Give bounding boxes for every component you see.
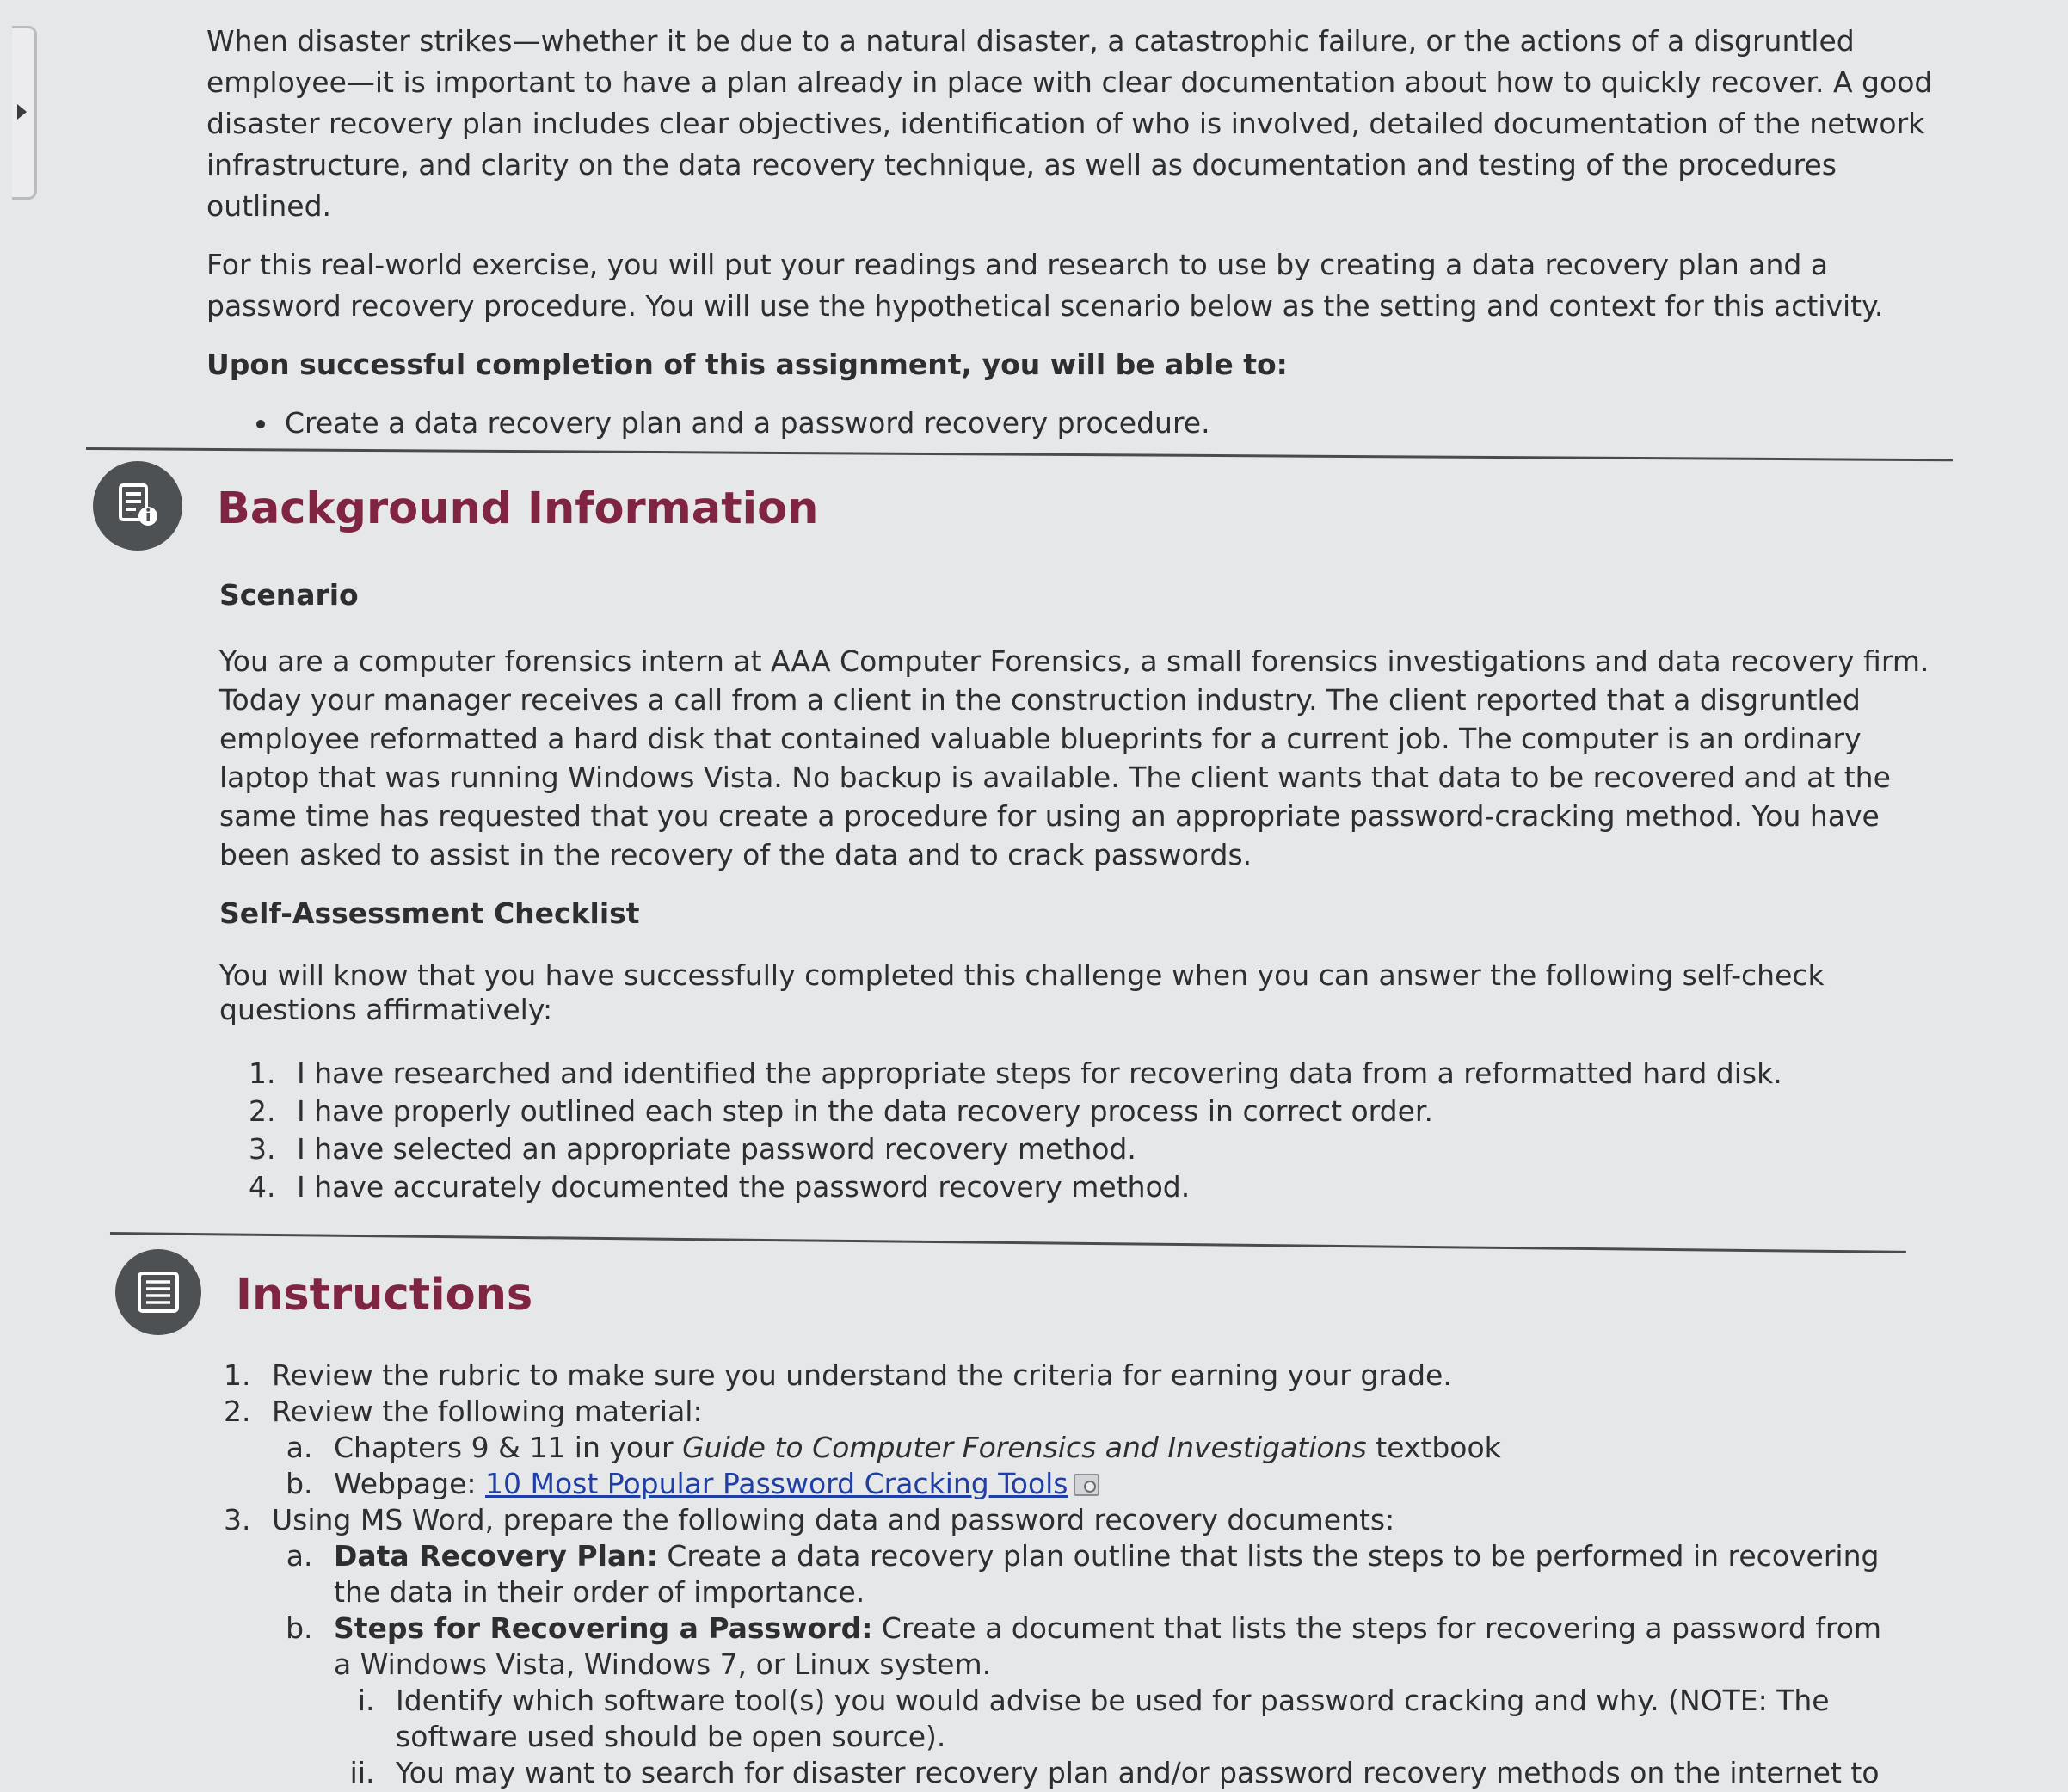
document-item bbox=[322, 1610, 1893, 1791]
intro-paragraph-2: For this real-world exercise, you will put your readings and research to use by creating a data recovery plan and a password recovery procedure. You will use the hypothetical scenario below as the setting and context for this activity. bbox=[206, 248, 1884, 323]
instructions-list bbox=[189, 1358, 1893, 1791]
material-item bbox=[322, 1466, 1893, 1502]
document-text: Create a document that lists the steps for recovering a password from a Windows Vista, Windows 7, or Linux system. bbox=[334, 1611, 1882, 1681]
instruction-step-text: Review the rubric to make sure you understand the criteria for earning your grade. bbox=[272, 1358, 1452, 1392]
background-heading: Background Information bbox=[217, 483, 819, 534]
document-text: Create a data recovery plan outline that lists the steps to be performed in recovering the data in their order of importance. bbox=[334, 1539, 1880, 1609]
material-text: Webpage: bbox=[334, 1467, 485, 1500]
scenario-label: Scenario bbox=[219, 578, 359, 612]
password-step: i. Identify which software tool(s) you would advise be used for password cracking and why. (NOTE: The software used should be open source). bbox=[384, 1683, 1893, 1755]
material-list bbox=[272, 1430, 1893, 1502]
material-item bbox=[322, 1430, 1893, 1466]
instruction-step bbox=[260, 1358, 1893, 1394]
side-panel-toggle[interactable] bbox=[12, 26, 37, 200]
password-steps-list bbox=[334, 1683, 1893, 1791]
external-link-icon[interactable] bbox=[1074, 1474, 1099, 1496]
instructions-heading: Instructions bbox=[236, 1270, 533, 1321]
material-text: textbook bbox=[1366, 1431, 1501, 1464]
documents-list bbox=[272, 1538, 1893, 1791]
instruction-step bbox=[260, 1394, 1893, 1502]
password-step: ii. You may want to search for disaster recovery plan and/or password recovery methods on the internet to bbox=[384, 1755, 1893, 1791]
intro-section bbox=[206, 21, 1961, 444]
instructions-section bbox=[189, 1358, 1893, 1791]
instruction-step bbox=[260, 1502, 1893, 1791]
expand-arrow-icon bbox=[17, 104, 27, 120]
instruction-step-text: Review the following material: bbox=[272, 1395, 703, 1428]
document-label: Data Recovery Plan: bbox=[334, 1539, 658, 1573]
checklist-intro: You will know that you have successfully completed this challenge when you can answer the following self-check questions affirmatively: bbox=[219, 958, 1825, 1026]
section-divider bbox=[110, 1232, 1906, 1253]
checklist-list bbox=[219, 1055, 1940, 1206]
password-tools-link[interactable]: 10 Most Popular Password Cracking Tools bbox=[484, 1467, 1068, 1500]
material-text: Chapters 9 & 11 in your bbox=[334, 1431, 683, 1464]
textbook-title: Guide to Computer Forensics and Investigations bbox=[682, 1431, 1367, 1464]
outcomes-heading: Upon successful completion of this assignment, you will be able to: bbox=[206, 348, 1288, 381]
checklist-item: 1. I have researched and identified the appropriate steps for recovering data from a reformatted hard disk. bbox=[285, 1055, 1940, 1093]
outcomes-list bbox=[206, 403, 1961, 444]
scenario-text: You are a computer forensics intern at AAA Computer Forensics, a small forensics investigations and data recovery firm. Today your manager receives a call from a client in the construction industry. The client reported that a disgruntled employee reformatted a hard disk that contained valuable blueprints for a current job. The computer is an ordinary laptop that was running Windows Vista. No backup is available. The client wants that data to be recovered and at the same time has requested that you create a procedure for using an appropriate password-cracking method. You have been asked to assist in the recovery of the data and to crack passwords. bbox=[219, 644, 1930, 871]
outcome-item: • Create a data recovery plan and a password recovery procedure. bbox=[280, 403, 1961, 444]
document-item bbox=[322, 1538, 1893, 1610]
section-divider bbox=[86, 447, 1953, 461]
checklist-item: 4. I have accurately documented the password recovery method. bbox=[285, 1168, 1940, 1206]
background-section bbox=[219, 575, 1940, 1206]
intro-paragraph-1: When disaster strikes—whether it be due to a natural disaster, a catastrophic failure, or the actions of a disgruntled employee—it is important to have a plan already in place with clear documentation about how to quickly recover. A good disaster recovery plan includes clear objectives, identification of who is involved, detailed documentation of the network infrastructure, and clarity on the data recovery technique, as well as documentation and testing of the procedures outlined. bbox=[206, 24, 1933, 223]
document-label: Steps for Recovering a Password: bbox=[334, 1611, 873, 1645]
checklist-label: Self-Assessment Checklist bbox=[219, 896, 640, 930]
checklist-item: 2. I have properly outlined each step in the data recovery process in correct order. bbox=[285, 1093, 1940, 1130]
document-info-icon bbox=[93, 461, 182, 551]
list-document-icon bbox=[115, 1249, 201, 1335]
checklist-item: 3. I have selected an appropriate password recovery method. bbox=[285, 1130, 1940, 1168]
instruction-step-text: Using MS Word, prepare the following data and password recovery documents: bbox=[272, 1503, 1395, 1536]
